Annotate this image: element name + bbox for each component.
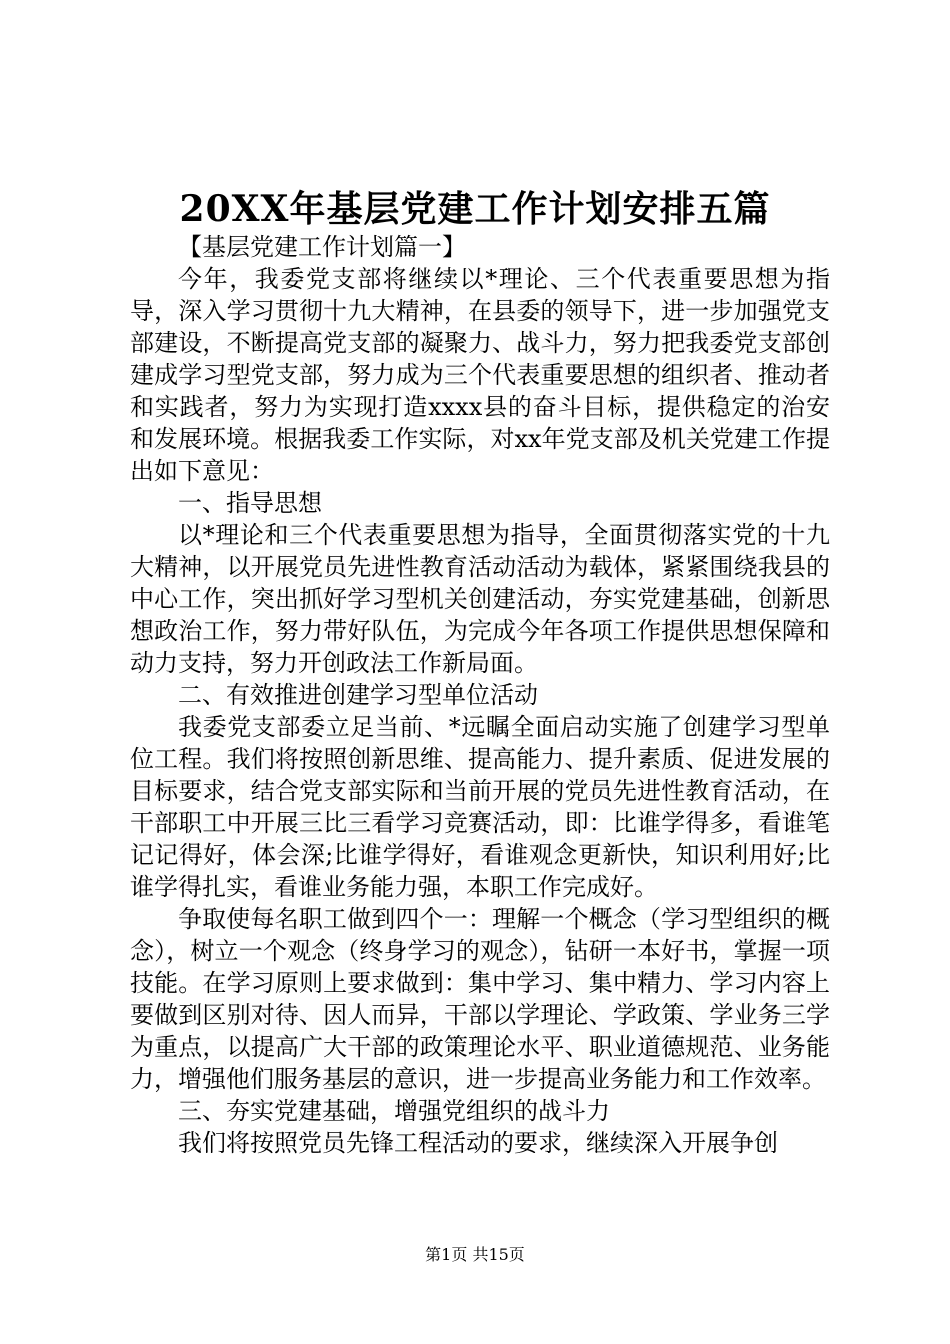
section-heading: 【基层党建工作计划篇一】 <box>178 233 466 261</box>
page-number: 第1页 共15页 <box>425 1245 525 1264</box>
body-paragraph: 以*理论和三个代表重要思想为指导，全面贯彻落实党的十九大精神，以开展党员先进性教育活动活动为载体，紧紧围绕我县的中心工作，突出抓好学习型机关创建活动，夯实党建基础，创新思想政治工作，努力带好队伍，为完成今年各项工作提供思想保障和动力支持，努力开创政法工作新局面。 <box>130 521 830 677</box>
body-paragraph: 今年，我委党支部将继续以*理论、三个代表重要思想为指导，深入学习贯彻十九大精神，在县委的领导下，进一步加强党支部建设，不断提高党支部的凝聚力、战斗力，努力把我委党支部创建成学习型党支部，努力成为三个代表重要思想的组织者、推动者和实践者，努力为实现打造xxxx县的奋斗目标，提供稳定的治安和发展环境。根据我委工作实际，对xx年党支部及机关党建工作提出如下意见： <box>130 265 830 485</box>
section-heading: 三、夯实党建基础，增强党组织的战斗力 <box>178 1097 610 1125</box>
body-paragraph: 我们将按照党员先锋工程活动的要求，继续深入开展争创 <box>178 1129 778 1157</box>
section-heading: 一、指导思想 <box>178 489 322 517</box>
section-heading: 二、有效推进创建学习型单位活动 <box>178 681 538 709</box>
body-paragraph: 争取使每名职工做到四个一：理解一个概念（学习型组织的概念），树立一个观念（终身学习的观念），钻研一本好书，掌握一项技能。在学习原则上要求做到：集中学习、集中精力、学习内容上要做到区别对待、因人而异，干部以学理论、学政策、学业务三学为重点，以提高广大干部的政策理论水平、职业道德规范、业务能力，增强他们服务基层的意识，进一步提高业务能力和工作效率。 <box>130 905 830 1093</box>
document-title: 20XX年基层党建工作计划安排五篇 <box>179 188 771 230</box>
body-paragraph: 我委党支部委立足当前、*远瞩全面启动实施了创建学习型单位工程。我们将按照创新思维、提高能力、提升素质、促进发展的目标要求，结合党支部实际和当前开展的党员先进性教育活动，在干部职工中开展三比三看学习竞赛活动，即：比谁学得多，看谁笔记记得好，体会深;比谁学得好，看谁观念更新快，知识利用好;比谁学得扎实，看谁业务能力强，本职工作完成好。 <box>130 713 830 901</box>
document-body <box>130 231 830 1159</box>
